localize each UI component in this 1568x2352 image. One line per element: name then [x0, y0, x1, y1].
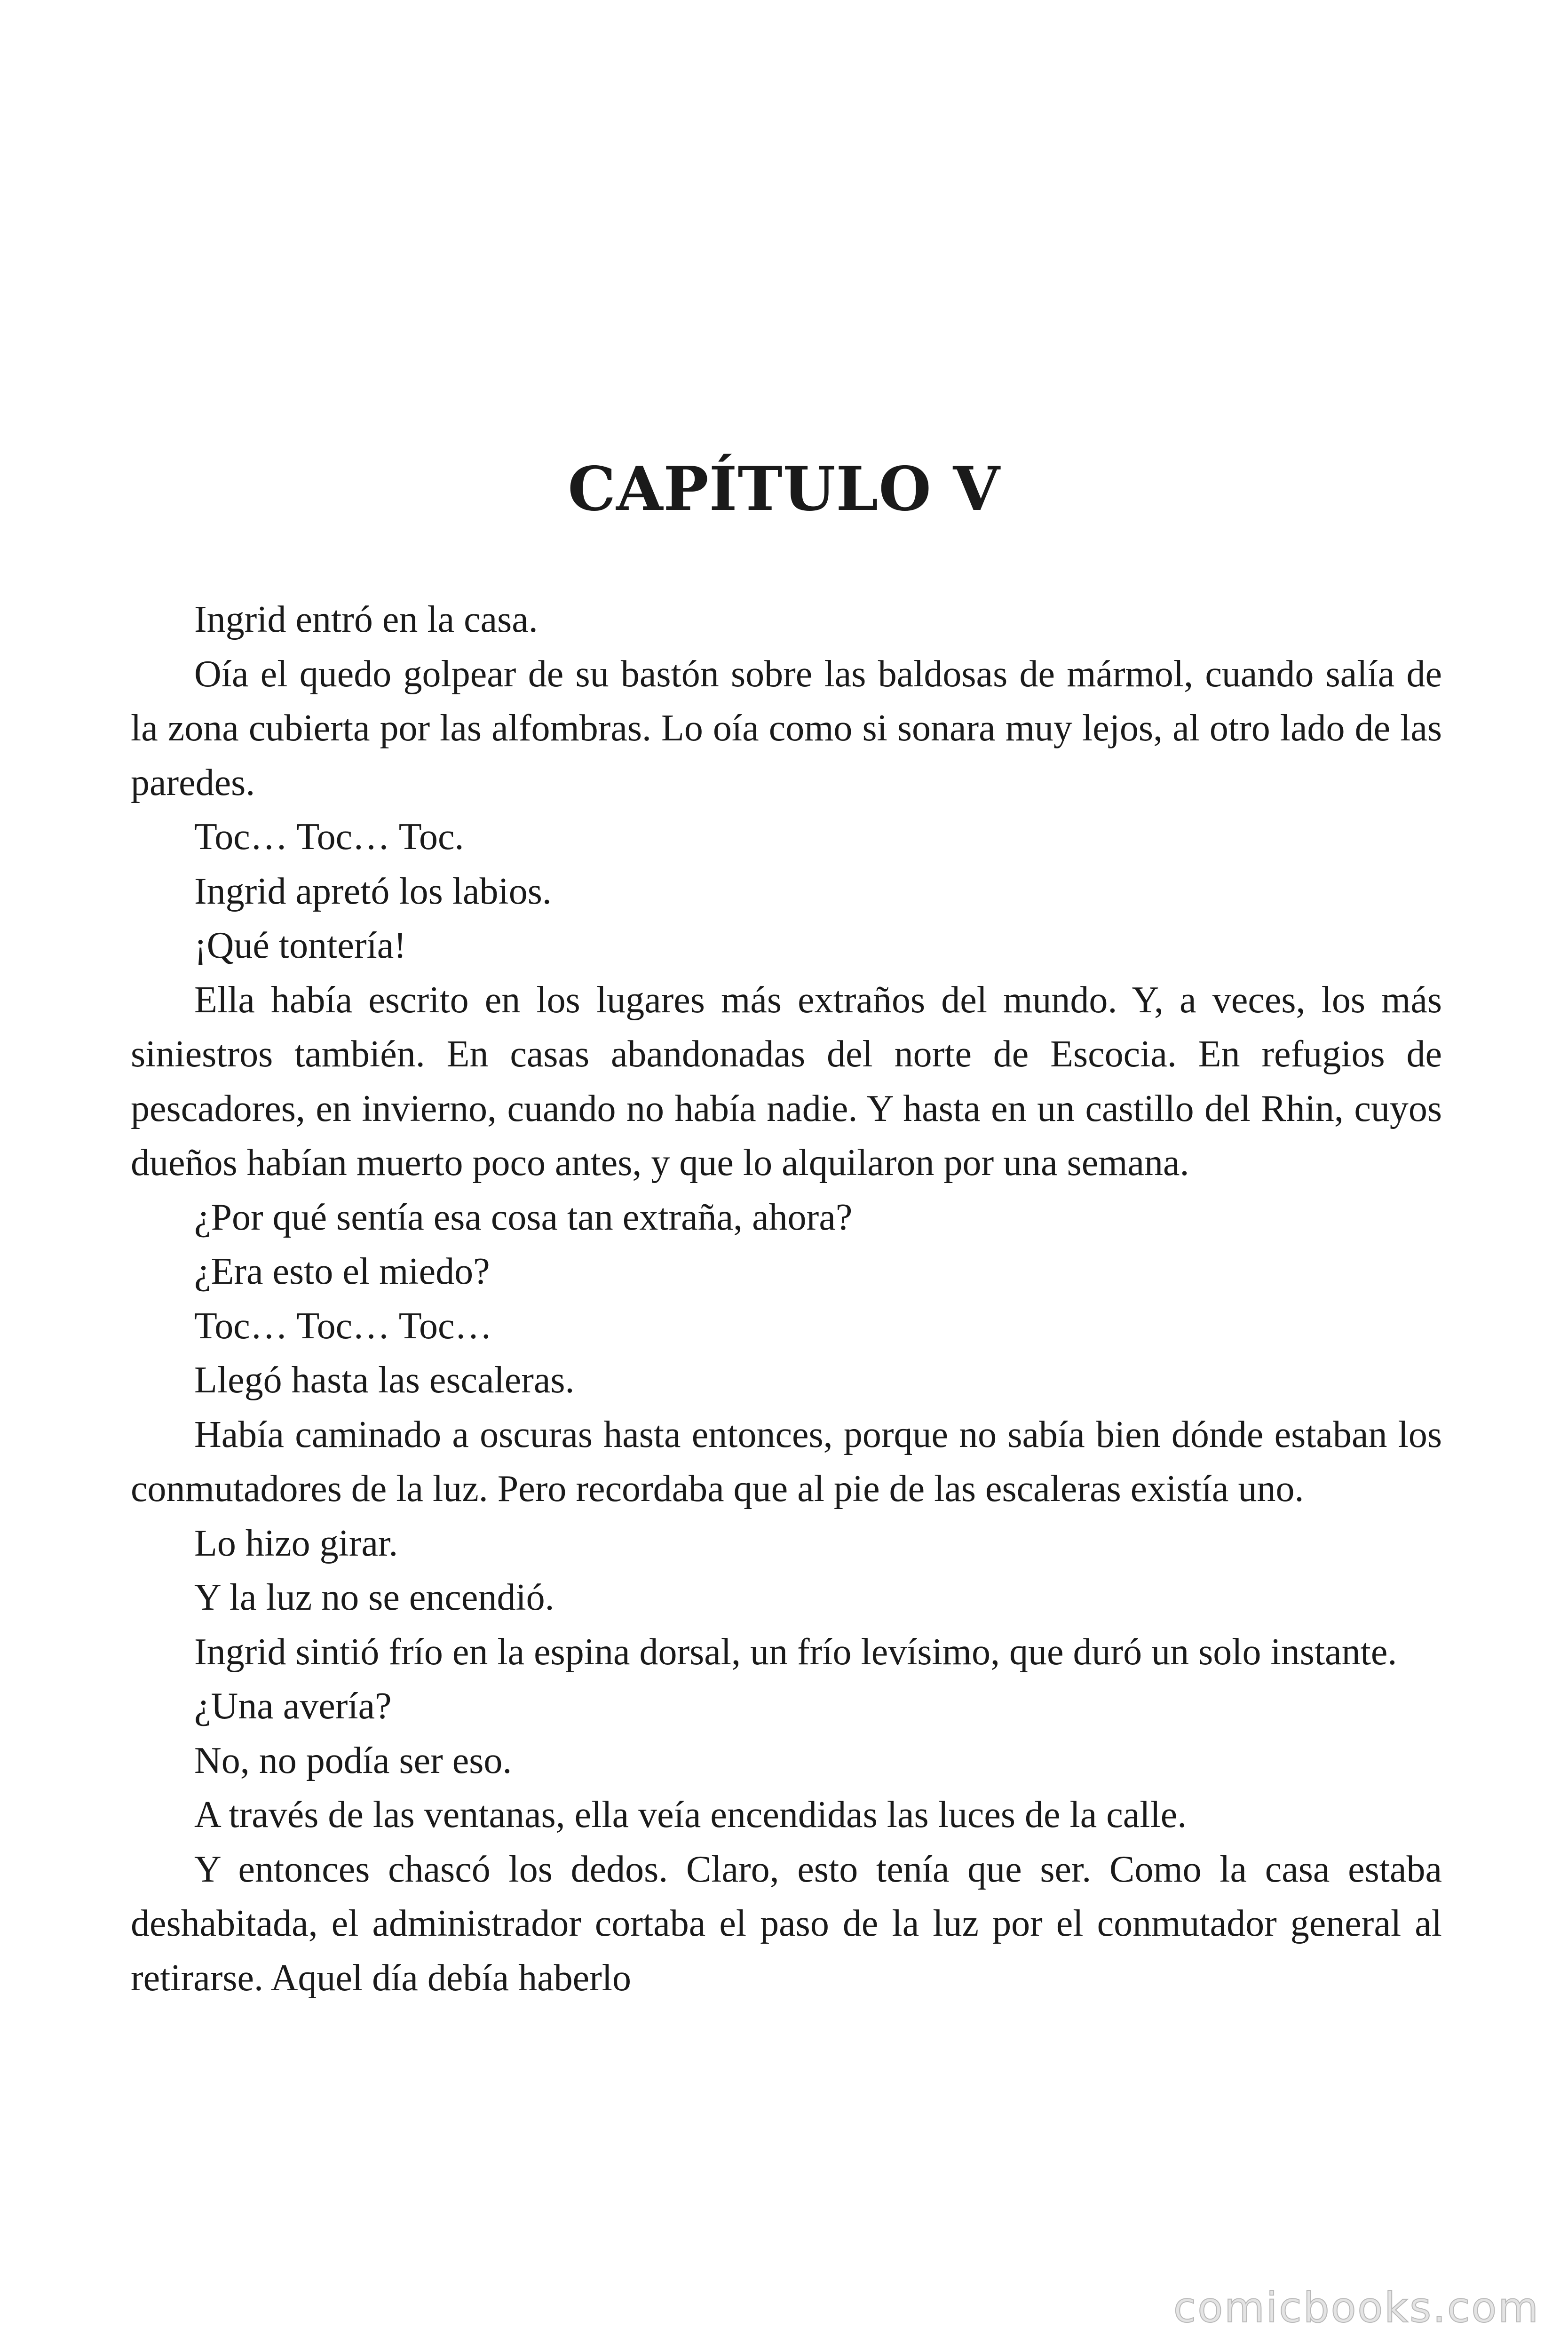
- paragraph: Ingrid entró en la casa.: [194, 599, 538, 640]
- chapter-body: [131, 593, 1442, 2005]
- paragraph: Toc… Toc… Toc.: [194, 816, 464, 858]
- paragraph: Ingrid apretó los labios.: [194, 870, 552, 912]
- paragraph: Había caminado a oscuras hasta entonces, porque no sabía bien dónde estaban los conmutadores de la luz. Pero recordaba que al pie de las escaleras existía uno.: [131, 1414, 1442, 1510]
- paragraph: Toc… Toc… Toc…: [194, 1305, 492, 1347]
- paragraph: ¿Era esto el miedo?: [194, 1251, 490, 1292]
- paragraph: ¿Una avería?: [194, 1685, 392, 1727]
- paragraph: Y la luz no se encendió.: [194, 1577, 554, 1618]
- paragraph: Ella había escrito en los lugares más extraños del mundo. Y, a veces, los más siniestros también. En casas abandonadas del norte de Escocia. En refugios de pescadores, en invierno, cuando no había nadie. Y hasta en un castillo del Rhin, cuyos dueños habían muerto poco antes, y que lo alquilaron por una semana.: [131, 979, 1442, 1184]
- paragraph: Lo hizo girar.: [194, 1522, 398, 1564]
- paragraph: No, no podía ser eso.: [194, 1740, 512, 1781]
- paragraph: Oía el quedo golpear de su bastón sobre las baldosas de mármol, cuando salía de la zona cubierta por las alfombras. Lo oía como si sonara muy lejos, al otro lado de las paredes.: [131, 653, 1442, 803]
- paragraph: ¿Por qué sentía esa cosa tan extraña, ahora?: [194, 1196, 853, 1238]
- paragraph: Y entonces chascó los dedos. Claro, esto tenía que ser. Como la casa estaba deshabitada, el administrador cortaba el paso de la luz por el conmutador general al retirarse. Aquel día debía haberlo: [131, 1848, 1442, 1999]
- watermark: comicbooks.com: [1173, 2283, 1540, 2332]
- paragraph: ¡Qué tontería!: [194, 925, 406, 966]
- paragraph: A través de las ventanas, ella veía encendidas las luces de la calle.: [194, 1794, 1187, 1836]
- paragraph: Ingrid sintió frío en la espina dorsal, un frío levísimo, que duró un solo instante.: [194, 1631, 1397, 1673]
- paragraph: Llegó hasta las escaleras.: [194, 1359, 575, 1401]
- chapter-title: CAPÍTULO V: [568, 454, 1000, 524]
